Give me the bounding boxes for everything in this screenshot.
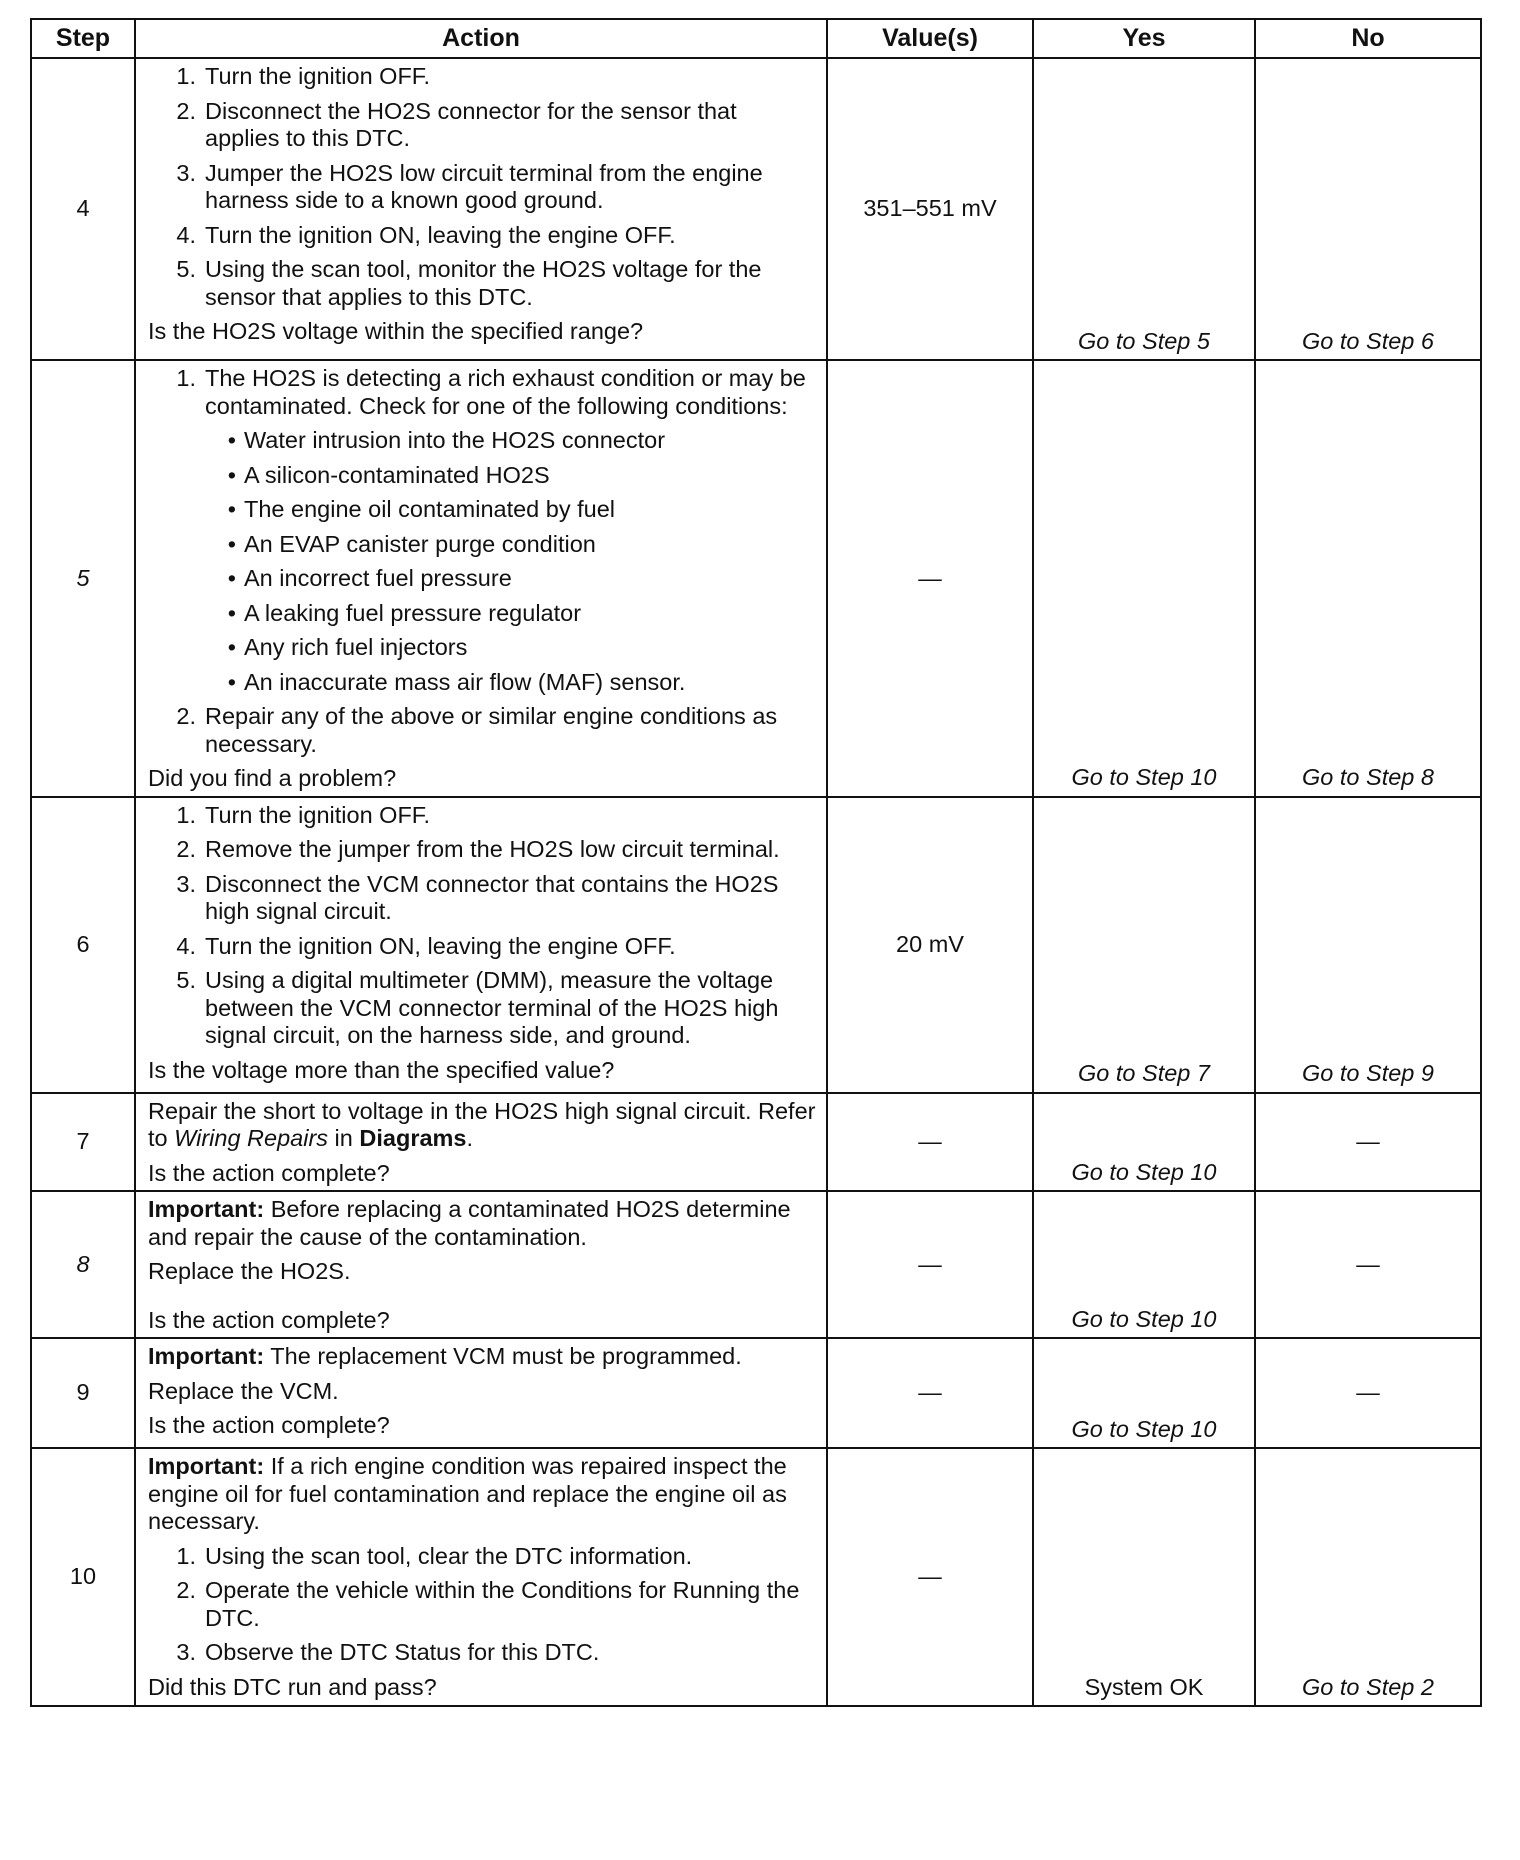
action-cell [135, 797, 827, 1093]
list-item: 5. Using a digital multimeter (DMM), measure the voltage between the VCM connector terminal of the HO2S high signal circuit, on the harness side, and ground. [176, 967, 779, 1048]
header-yes: Yes [1033, 19, 1255, 58]
value-cell: 351–551 mV [827, 58, 1033, 360]
action-cell [135, 360, 827, 797]
bullet-item: • Any rich fuel injectors [227, 634, 468, 660]
no-link[interactable]: Go to Step 6 [1302, 327, 1434, 354]
action-question: Is the action complete? [148, 1412, 390, 1438]
action-question: Is the voltage more than the specified value? [148, 1056, 615, 1083]
bullet-item: • A leaking fuel pressure regulator [227, 599, 582, 626]
value-cell [827, 1093, 1033, 1192]
no-cell [1255, 360, 1481, 797]
yes-cell [1033, 1338, 1255, 1448]
table-row-step-8 [31, 1191, 1481, 1338]
list-item: 3. Jumper the HO2S low circuit terminal from the engine harness side to a known good ground. [176, 159, 763, 213]
action-cell [135, 1448, 827, 1706]
yes-link[interactable]: Go to Step 10 [1071, 1158, 1217, 1185]
dash-mark: — [918, 564, 942, 591]
wiring-repairs-reference[interactable]: Wiring Repairs [174, 1125, 329, 1151]
list-item: 4. Turn the ignition ON, leaving the engine OFF. [176, 221, 676, 248]
yes-cell [1033, 58, 1255, 360]
value-cell: 20 mV [827, 797, 1033, 1093]
yes-link[interactable]: Go to Step 7 [1078, 1060, 1210, 1086]
yes-link[interactable]: Go to Step 5 [1078, 327, 1210, 354]
no-link[interactable]: Go to Step 8 [1302, 764, 1434, 790]
bullet-item: • An inaccurate mass air flow (MAF) sensor. [227, 668, 686, 695]
yes-link[interactable]: Go to Step 10 [1071, 1415, 1217, 1442]
yes-cell [1033, 797, 1255, 1093]
bullet-item: • The engine oil contaminated by fuel [227, 496, 616, 522]
no-cell [1255, 1093, 1481, 1192]
table-row-step-9 [31, 1338, 1481, 1448]
header-row [31, 19, 1481, 58]
action-text: Replace the VCM. [148, 1377, 339, 1404]
header-action: Action [135, 19, 827, 58]
yes-cell [1033, 1448, 1255, 1706]
no-cell [1255, 797, 1481, 1093]
action-question: Is the HO2S voltage within the specified range? [148, 318, 644, 344]
step-number: 5 [31, 360, 135, 797]
table-row-step-10 [31, 1448, 1481, 1706]
list-item: 2. Disconnect the HO2S connector for the sensor that applies to this DTC. [176, 97, 737, 151]
dash-mark: — [1356, 1250, 1380, 1277]
no-link[interactable]: Go to Step 2 [1302, 1673, 1434, 1700]
bullet-item: • Water intrusion into the HO2S connector [227, 427, 666, 453]
dash-mark: — [918, 1128, 942, 1154]
value-cell [827, 1448, 1033, 1706]
bullet-item: • An incorrect fuel pressure [227, 565, 512, 591]
yes-link[interactable]: Go to Step 10 [1071, 764, 1217, 790]
table-row-step-4 [31, 58, 1481, 360]
action-question: Did this DTC run and pass? [148, 1673, 437, 1700]
action-cell [135, 1191, 827, 1338]
step-number: 6 [31, 797, 135, 1093]
value-cell [827, 1338, 1033, 1448]
diagnostic-table [30, 18, 1482, 1707]
no-cell [1255, 1338, 1481, 1448]
table-row-step-7 [31, 1093, 1481, 1192]
action-question: Did you find a problem? [148, 765, 397, 791]
no-cell [1255, 58, 1481, 360]
list-item: 1. Turn the ignition OFF. [176, 801, 431, 828]
step-number: 10 [31, 1448, 135, 1706]
step-number: 7 [31, 1093, 135, 1192]
list-item: 2. Remove the jumper from the HO2S low circuit terminal. [176, 836, 780, 862]
step-number: 9 [31, 1338, 135, 1448]
action-text: Replace the HO2S. [148, 1258, 351, 1284]
action-question: Is the action complete? [148, 1306, 390, 1333]
list-item: 4. Turn the ignition ON, leaving the engine OFF. [176, 932, 676, 959]
header-no: No [1255, 19, 1481, 58]
yes-cell [1033, 1093, 1255, 1192]
value-cell [827, 360, 1033, 797]
list-item: 1. Turn the ignition OFF. [176, 63, 431, 89]
dash-mark: — [1356, 1379, 1380, 1406]
action-cell [135, 1338, 827, 1448]
yes-link[interactable]: Go to Step 10 [1071, 1305, 1217, 1332]
yes-cell [1033, 1191, 1255, 1338]
action-text: Repair the short to voltage in the HO2S high signal circuit. Refer to Wiring Repairs in Diagrams. [148, 1097, 816, 1151]
bullet-item: • An EVAP canister purge condition [227, 530, 596, 557]
table-row-step-6 [31, 797, 1481, 1093]
list-item: 5. Using the scan tool, monitor the HO2S voltage for the sensor that applies to this DTC. [176, 256, 762, 310]
list-item: 2. Operate the vehicle within the Conditions for Running the DTC. [176, 1577, 800, 1631]
list-item: 2. Repair any of the above or similar engine conditions as necessary. [176, 703, 778, 757]
list-item: 1. Using the scan tool, clear the DTC information. [176, 1542, 693, 1569]
dash-mark: — [918, 1250, 942, 1277]
important-note: Important: If a rich engine condition was repaired inspect the engine oil for fuel contamination and replace the engine oil as necessary. [148, 1453, 787, 1534]
important-note: Important: Before replacing a contaminated HO2S determine and repair the cause of the contamination. [148, 1196, 791, 1250]
header-values: Value(s) [827, 19, 1033, 58]
step-number: 8 [31, 1191, 135, 1338]
no-link[interactable]: Go to Step 9 [1302, 1060, 1434, 1086]
header-step: Step [31, 19, 135, 58]
action-cell [135, 58, 827, 360]
no-cell [1255, 1191, 1481, 1338]
yes-cell [1033, 360, 1255, 797]
list-item: 3. Observe the DTC Status for this DTC. [176, 1639, 600, 1665]
action-cell [135, 1093, 827, 1192]
list-item: 3. Disconnect the VCM connector that contains the HO2S high signal circuit. [176, 870, 779, 924]
important-note: Important: The replacement VCM must be programmed. [148, 1343, 742, 1369]
action-question: Is the action complete? [148, 1159, 390, 1186]
yes-link[interactable]: System OK [1084, 1673, 1204, 1700]
dash-mark: — [1356, 1128, 1380, 1154]
list-item: 1. The HO2S is detecting a rich exhaust condition or may be contaminated. Check for one of the following conditions: [176, 365, 806, 419]
no-cell [1255, 1448, 1481, 1706]
bullet-item: • A silicon-contaminated HO2S [227, 461, 550, 488]
step-number: 4 [31, 58, 135, 360]
dash-mark: — [918, 1379, 942, 1406]
dash-mark: — [918, 1563, 942, 1590]
table-row-step-5 [31, 360, 1481, 797]
value-cell [827, 1191, 1033, 1338]
